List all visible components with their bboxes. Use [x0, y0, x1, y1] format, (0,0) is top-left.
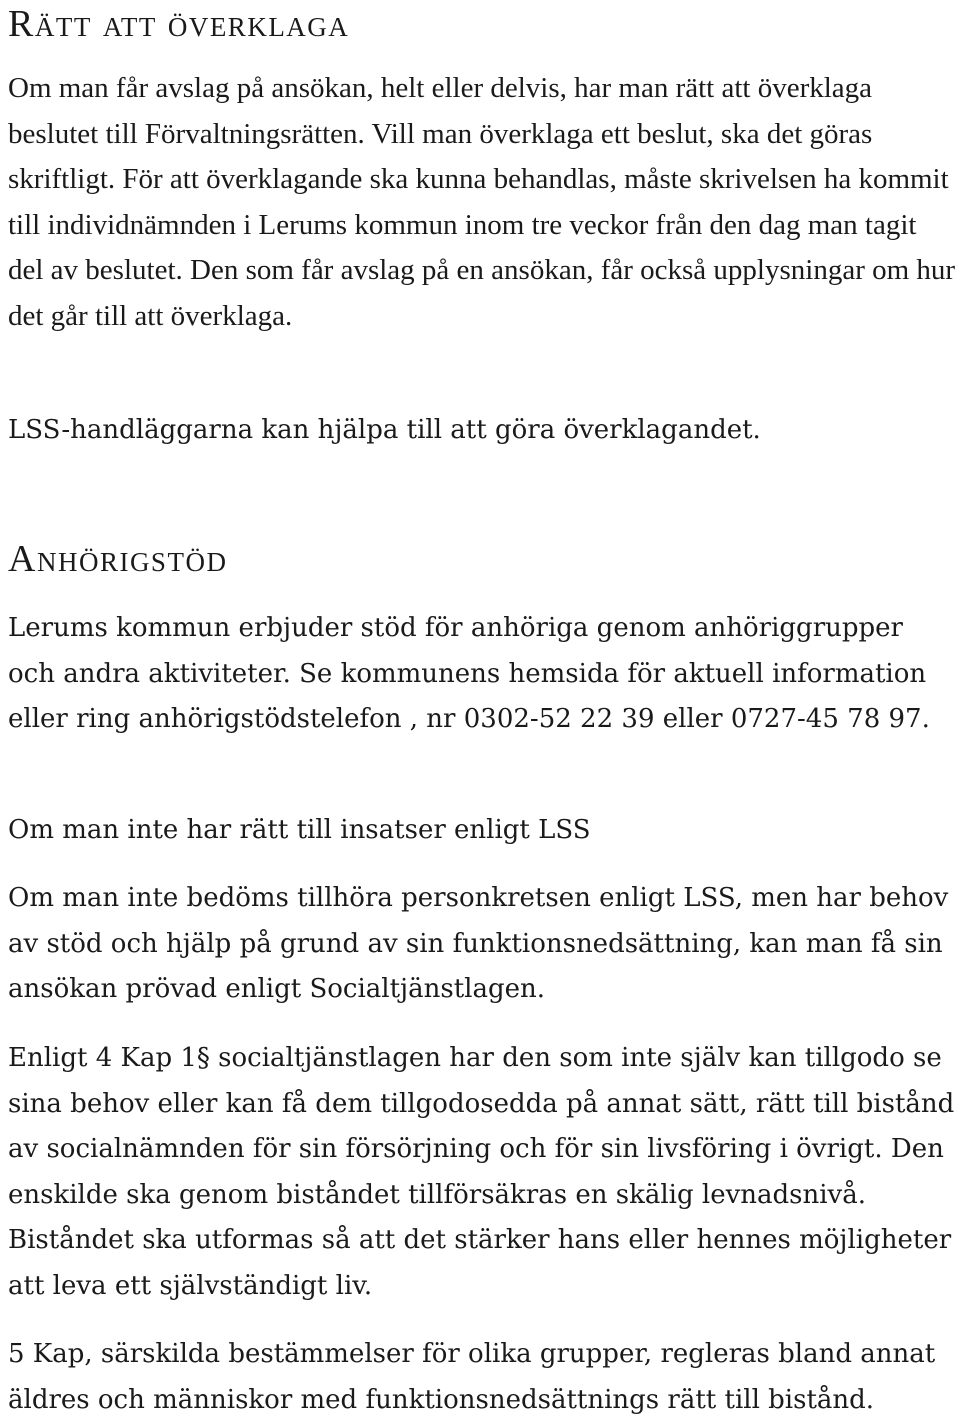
- paragraph-subheading-ej-lss: Om man inte har rätt till insatser enligt LSS: [8, 815, 591, 845]
- paragraph-5-kap: 5 Kap, särskilda bestämmelser för olika grupper, regleras bland annat äldres och människor med funktionsnedsättnings rätt till bistånd.: [8, 1339, 936, 1415]
- paragraph-anhorigstod-info: Lerums kommun erbjuder stöd för anhöriga genom anhöriggrupper och andra aktiviteter. Se kommunens hemsida för aktuell information eller ring anhörigstödstelefon , nr 0302-52 22 39 eller 0727-45 78 97.: [8, 613, 930, 734]
- section-heading-overklaga: Rätt att överklaga: [8, 3, 350, 45]
- paragraph-lss-help: LSS-handläggarna kan hjälpa till att göra överklagandet.: [8, 415, 761, 445]
- paragraph-socialtjanstlagen: Enligt 4 Kap 1§ socialtjänstlagen har den som inte själv kan tillgodo se sina behov eller kan få dem tillgodosedda på annat sätt, rätt till bistånd av socialnämnden för sin försörjning och för sin livsföring i övrigt. Den enskilde ska genom biståndet tillförsäkras en skälig levnadsnivå. Biståndet ska utformas så att det stärker hans eller hennes möjligheter att leva ett självständigt liv.: [8, 1043, 955, 1301]
- section-heading-anhorigstod: Anhörigstöd: [8, 538, 228, 580]
- paragraph-personkrets: Om man inte bedöms tillhöra personkretsen enligt LSS, men har behov av stöd och hjälp på grund av sin funktionsnedsättning, kan man få sin ansökan prövad enligt Socialtjänstlagen.: [8, 883, 949, 1004]
- paragraph-overklaga-info: Om man får avslag på ansökan, helt eller delvis, har man rätt att överklaga beslutet till Förvaltningsrätten. Vill man överklaga ett beslut, ska det göras skriftligt. För att överklagande ska kunna behandlas, måste skrivelsen ha kommit till individnämnden i Lerums kommun inom tre veckor från den dag man tagit del av beslutet. Den som får avslag på en ansökan, får också upplysningar om hur det går till att överklaga.: [8, 72, 956, 332]
